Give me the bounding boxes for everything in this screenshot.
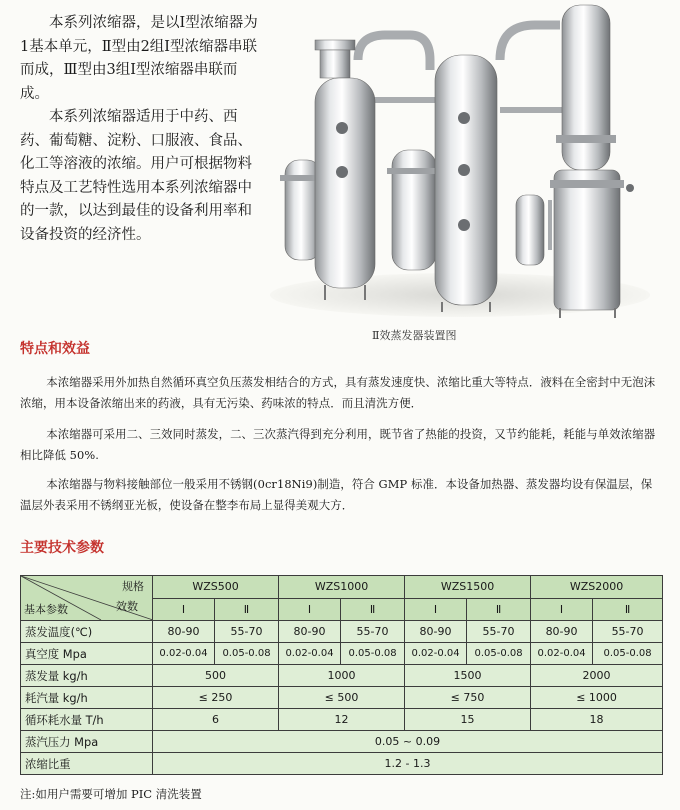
table-cell: 80-90 (279, 621, 341, 643)
parameters-table (20, 575, 663, 775)
table-cell: 1500 (405, 665, 531, 687)
effect-header: Ⅱ (593, 598, 663, 621)
row-label: 蒸发量 kg/h (21, 665, 153, 687)
table-cell: 80-90 (153, 621, 215, 643)
table-cell: ≤ 1000 (531, 687, 663, 709)
table-cell: 2000 (531, 665, 663, 687)
features-paragraph-3: 本浓缩器与物料接触部位一般采用不锈钢(0cr18Ni9)制造，符合 GMP 标准．本设备加热器、蒸发器均设有保温层，保温层外表采用不锈纲亚光板，使设备在整李布局上显得美观大方． (20, 477, 653, 512)
diagonal-header-cell (21, 576, 153, 621)
table-cell: 0.02-0.04 (279, 643, 341, 665)
table-cell: 55-70 (215, 621, 279, 643)
effect-header: Ⅰ (279, 598, 341, 621)
features-paragraph-1: 本浓缩器采用外加热自然循环真空负压蒸发相结合的方式，具有蒸发速度快、浓缩比重大等特点．液料在全密封中无泡沫浓缩，用本设备浓缩出来的药液，具有无污染、药味浓的特点．而且清洗方便． (20, 375, 656, 410)
table-cell: 0.05-0.08 (215, 643, 279, 665)
table-row (21, 643, 663, 665)
row-label: 蒸汽压力 Mpa (21, 731, 153, 753)
table-row (21, 753, 663, 775)
intro-paragraph-2: 本系列浓缩器适用于中药、西药、葡萄糖、淀粉、口服液、食品、化工等溶液的浓缩。用户可根据物料特点及工艺特性选用本系列浓缩器中的一款，以达到最佳的设备利用率和设备投资的经济性。 (20, 109, 252, 243)
table-cell: 15 (405, 709, 531, 731)
evaporator-illustration (270, 0, 675, 330)
footnote: 注:如用户需要可增加 PIC 清洗装置 (20, 787, 202, 801)
features-title: 特点和效益 (20, 341, 90, 357)
row-label: 循环耗水量 T/h (21, 709, 153, 731)
model-header: WZS1500 (405, 576, 531, 599)
header-basic-label: 基本参数 (24, 603, 68, 616)
table-cell: 0.05-0.08 (467, 643, 531, 665)
row-label: 耗汽量 kg/h (21, 687, 153, 709)
features-paragraph-2: 本浓缩器可采用二、三效同时蒸发，二、三次蒸汽得到充分利用，既节省了热能的投资，又节约能耗，耗能与单效浓缩器相比降低 50%. (20, 427, 656, 462)
table-cell: 80-90 (531, 621, 593, 643)
table-cell: 500 (153, 665, 279, 687)
table-cell: 0.02-0.04 (405, 643, 467, 665)
table-cell: 0.05-0.08 (341, 643, 405, 665)
effect-header: Ⅰ (405, 598, 467, 621)
table-cell: ≤ 500 (279, 687, 405, 709)
effect-header: Ⅱ (467, 598, 531, 621)
row-label: 真空度 Mpa (21, 643, 153, 665)
table-row (21, 687, 663, 709)
table-row (21, 621, 663, 643)
table-cell: 55-70 (593, 621, 663, 643)
table-cell: 12 (279, 709, 405, 731)
table-cell: 6 (153, 709, 279, 731)
table-cell: 18 (531, 709, 663, 731)
row-label: 蒸发温度(℃) (21, 621, 153, 643)
table-cell: 0.05-0.08 (593, 643, 663, 665)
intro-text (20, 12, 260, 247)
row-label: 浓缩比重 (21, 753, 153, 775)
figure-caption: Ⅱ效蒸发器装置图 (372, 329, 457, 342)
table-cell: 1000 (279, 665, 405, 687)
model-header: WZS1000 (279, 576, 405, 599)
table-cell: 0.05 ~ 0.09 (153, 731, 663, 753)
params-title: 主要技术参数 (20, 540, 104, 556)
table-header-models (21, 576, 663, 599)
effect-header: Ⅰ (153, 598, 215, 621)
intro-paragraph-1: 本系列浓缩器，是以Ⅰ型浓缩器为1基本单元，Ⅱ型由2组Ⅰ型浓缩器串联而成，Ⅲ型由3组Ⅰ型浓缩器串联而成。 (20, 15, 258, 102)
table-cell: ≤ 250 (153, 687, 279, 709)
effect-header: Ⅰ (531, 598, 593, 621)
table-row (21, 731, 663, 753)
model-header: WZS2000 (531, 576, 663, 599)
effect-header: Ⅱ (341, 598, 405, 621)
table-cell: 0.02-0.04 (531, 643, 593, 665)
effect-header: Ⅱ (215, 598, 279, 621)
table-cell: 80-90 (405, 621, 467, 643)
header-effects-label: 效数 (116, 600, 138, 613)
table-cell: 0.02-0.04 (153, 643, 215, 665)
table-cell: 55-70 (341, 621, 405, 643)
table-cell: ≤ 750 (405, 687, 531, 709)
table-cell: 1.2 - 1.3 (153, 753, 663, 775)
table-cell: 55-70 (467, 621, 531, 643)
model-header: WZS500 (153, 576, 279, 599)
table-row (21, 665, 663, 687)
header-spec-label: 规格 (122, 580, 144, 593)
table-row (21, 709, 663, 731)
